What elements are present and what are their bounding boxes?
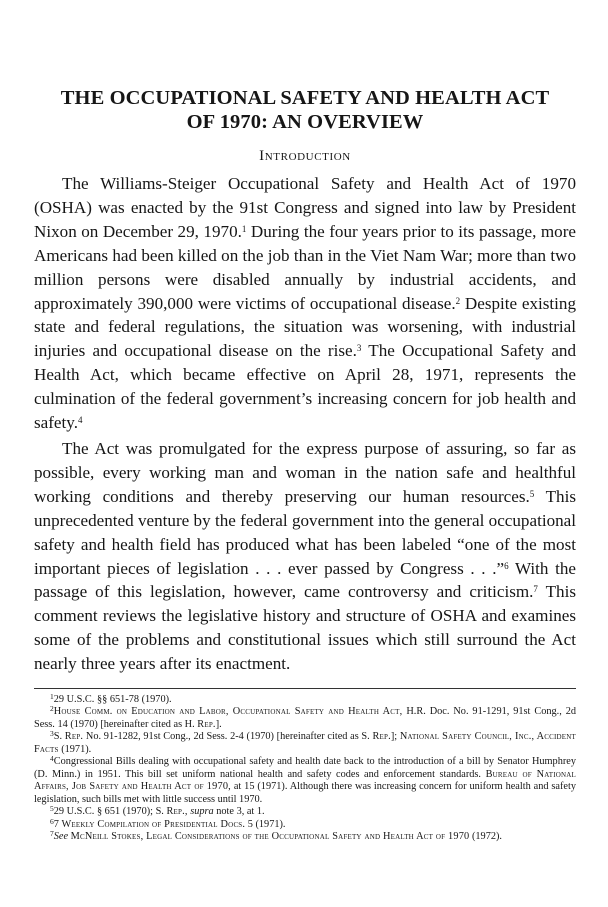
footnote-ref: 6 — [504, 560, 509, 571]
text-run: During the four years prior to its passage, more Americans had been killed on the job than in the Viet Nam War; more than two million persons were disabled annually by industrial accidents, and approximately 390,000 were victims of occupational disease. — [34, 221, 577, 313]
body-paragraph — [34, 437, 576, 676]
article-title-line-2: OF 1970: AN OVERVIEW — [186, 111, 424, 133]
citation-small-caps: Rep. — [197, 718, 216, 730]
text-run: ]; — [390, 731, 400, 743]
text-run: 5 (1971). — [245, 818, 286, 830]
footnote-number: 2 — [50, 704, 54, 714]
article-title-line-1: THE OCCUPATIONAL SAFETY AND HEALTH ACT — [60, 87, 550, 109]
text-run: This comment reviews the legislative history and structure of OSHA and examines some of the problems and constitutional issues which still surround the Act nearly three years after its enactment. — [34, 582, 576, 674]
text-run: 29 U.S.C. §§ 651-78 (1970). — [53, 694, 172, 706]
footnote-ref: 2 — [455, 295, 461, 306]
text-run: The Act was promulgated for the express purpose of assuring, so far as possible, every working man and woman in the nation safe and healthful working conditions and thereby preserving our human resources. — [34, 438, 576, 506]
footnote-ref: 1 — [241, 223, 247, 234]
citation-small-caps: McNeill Stokes, Legal Considerations of the Occupational Safety and Health Act of 1970 — [70, 831, 470, 843]
page — [34, 86, 576, 843]
citation-small-caps: Rep. — [372, 731, 391, 743]
footnote — [34, 731, 576, 756]
citation-small-caps: Weekly Compilation of Presidential Docs. — [61, 818, 246, 830]
text-run: 29 U.S.C. § 651 (1970); S. — [53, 806, 167, 818]
footnote-ref: 3 — [356, 343, 362, 354]
footnote-number: 6 — [50, 816, 54, 826]
footnote — [34, 806, 576, 818]
citation-small-caps: National Safety Council, Inc., Accident Facts — [34, 731, 576, 755]
footnote — [34, 706, 576, 731]
footnote-ref: 5 — [529, 488, 535, 499]
footnote — [34, 694, 576, 706]
footnote-divider — [34, 688, 576, 689]
text-run: (1971). — [58, 743, 92, 755]
article-title — [34, 86, 576, 134]
text-run: This unprecedented venture by the federal government into the general occupational safety and health field has produced what has been labeled “one of the most important pieces of legislation . . . ever passed by Congress . . .” — [34, 486, 577, 578]
body-paragraph — [34, 172, 576, 435]
text-run: The Occupational Safety and Health Act, which became effective on April 28, 1971, represents the culmination of the federal government’s increasing concern for job health and safety. — [34, 341, 577, 433]
text-run: No. 91-1282, 91st Cong., 2d Sess. 2-4 (1970) [hereinafter cited as S. — [83, 731, 373, 743]
footnote-number: 4 — [50, 754, 54, 764]
footnote-number: 7 — [50, 829, 54, 839]
text-run: With the passage of this legislation, however, came controversy and criticism. — [34, 558, 576, 602]
footnote-number: 5 — [50, 804, 54, 814]
footnote-ref: 7 — [533, 584, 538, 595]
text-run: at 15 (1971). Although there was increasing concern for uniform health and safety legislation, such bills met with little success until 1970. — [34, 781, 576, 805]
section-heading: Introduction — [259, 148, 351, 164]
text-run: The Williams-Steiger Occupational Safety and Health Act of 1970 (OSHA) was enacted by the 91st Congress and signed into law by President Nixon on December 29, 1970. — [34, 174, 576, 241]
citation-small-caps: Rep. — [64, 731, 84, 743]
citation-small-caps: Rep., — [166, 806, 188, 818]
footnote — [34, 831, 576, 843]
text-run: S. — [53, 731, 65, 743]
footnote-list — [34, 694, 576, 843]
footnote — [34, 816, 576, 831]
text-run: H.R. Doc. No. 91-1291, 91st Cong., 2d Sess. 14 (1970) [hereinafter cited as H. — [34, 706, 576, 730]
footnote-number: 1 — [50, 692, 54, 702]
citation-signal: supra — [187, 806, 214, 818]
footnote — [34, 756, 576, 806]
text-run: (1972). — [469, 831, 503, 843]
text-run: Congressional Bills dealing with occupational safety and health date back to the introduction of a bill by Senator Humphrey (D. Minn.) in 1951. This bill set uniform national health and safety codes and enforcement standards. — [34, 756, 576, 780]
text-run: 7 — [53, 818, 62, 830]
body-text — [34, 172, 576, 676]
citation-small-caps: Bureau of National Affairs, Job Safety and Health Act of 1970, — [34, 768, 576, 793]
footnote-ref: 4 — [77, 415, 83, 426]
text-run: ]. — [215, 718, 222, 730]
citation-signal: See — [53, 831, 69, 843]
citation-small-caps: House Comm. on Education and Labor, Occupational Safety and Health Act, — [53, 706, 403, 718]
footnote-number: 3 — [50, 729, 54, 739]
text-run: Despite existing state and federal regulations, the situation was worsening, with industrial injuries and occupational disease on the rise. — [34, 293, 576, 361]
text-run: note 3, at 1. — [213, 806, 265, 818]
